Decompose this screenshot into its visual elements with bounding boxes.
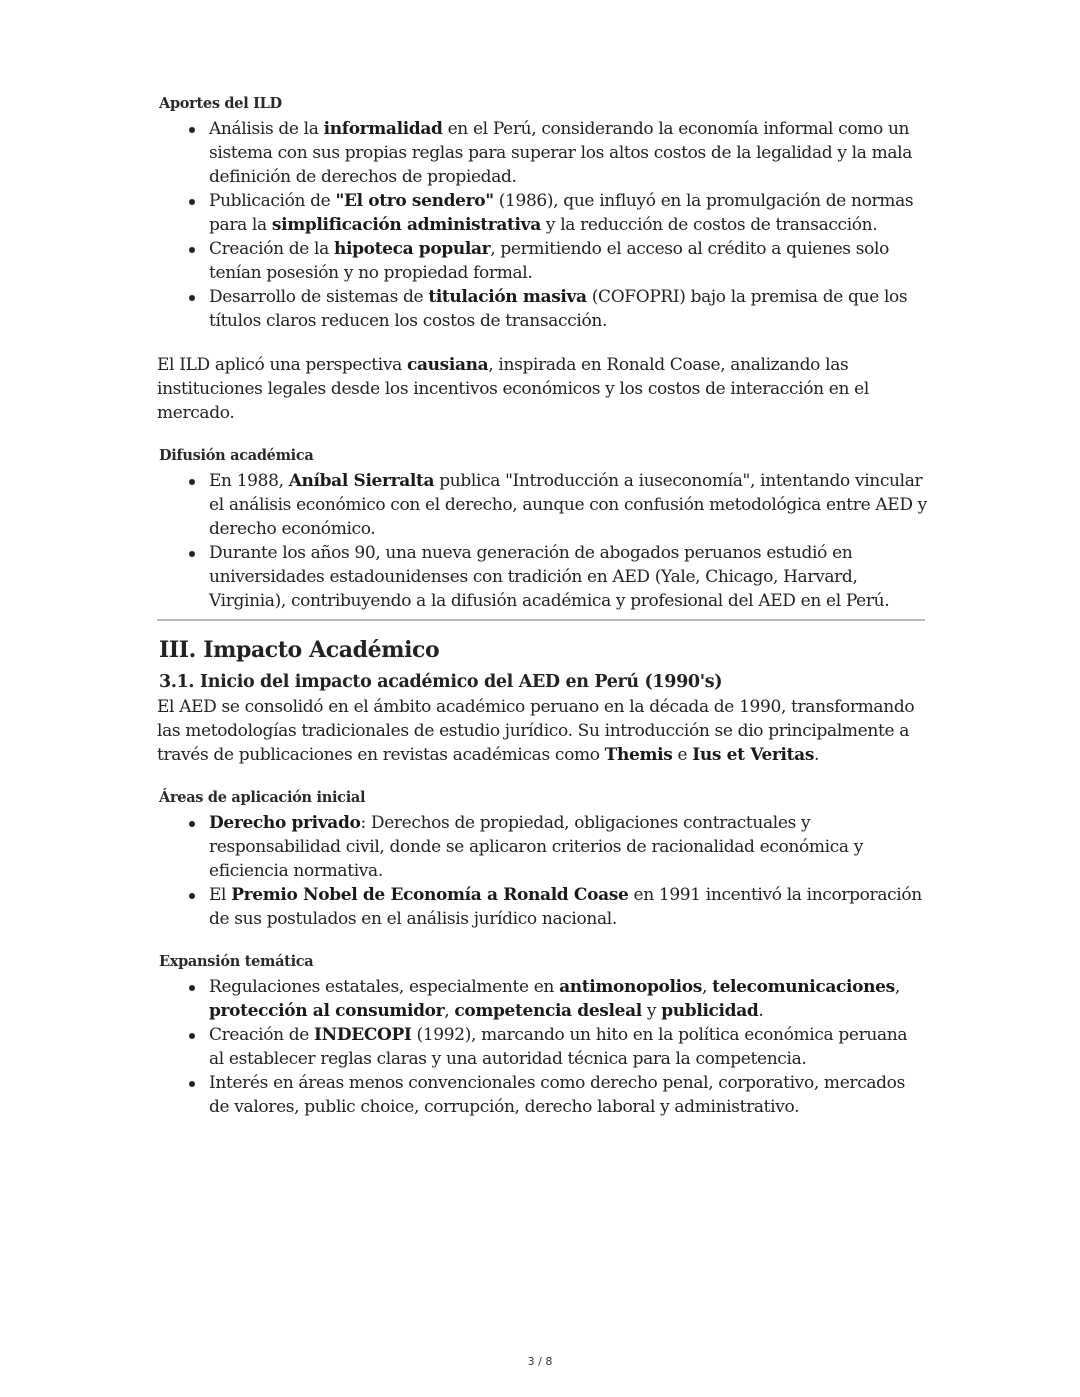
text-run: e xyxy=(672,745,693,765)
section-divider xyxy=(157,619,925,621)
text-run: Interés en áreas menos convencionales como derecho penal, corporativo, mercados de valores, public choice, corrupción, derecho laboral y administrativo. xyxy=(209,1073,905,1117)
bold-text: Aníbal Sierralta xyxy=(288,471,435,491)
text-run: Creación de xyxy=(209,1025,315,1045)
list-item xyxy=(209,1071,927,1119)
text-run: , permitiendo el acceso al crédito a quienes solo tenían posesión y no propiedad formal. xyxy=(209,239,889,283)
bold-text: "El otro sendero" xyxy=(335,191,494,211)
page-indicator: 3 / 8 xyxy=(527,1355,553,1368)
text-run: En 1988, xyxy=(209,471,289,491)
chapter-title: III. Impacto Académico xyxy=(159,637,440,663)
text-run: El ILD aplicó una perspectiva xyxy=(157,355,407,375)
text-run: publica "Introducción a iuseconomía", intentando vincular el análisis económico con el derecho, aunque con confusión metodológica entre AED y derecho económico. xyxy=(209,471,927,539)
list-item xyxy=(209,469,927,541)
bold-text: antimonopolios xyxy=(559,977,702,997)
text-run: El AED se consolidó en el ámbito académico peruano en la década de 1990, transformando las metodologías tradicionales de estudio jurídico. Su introducción se dio principalmente a través de publicaciones en revistas académicas como xyxy=(157,697,915,765)
list-item xyxy=(209,285,927,333)
bold-text: causiana xyxy=(406,355,489,375)
bold-text: Themis xyxy=(604,745,673,765)
document-page xyxy=(157,93,927,1119)
text-run: y la reducción de costos de transacción. xyxy=(540,215,878,235)
list-aportes-ild xyxy=(157,117,927,333)
heading-expansion-tematica: Expansión temática xyxy=(159,953,314,970)
text-run: (COFOPRI) bajo la premisa de que los títulos claros reducen los costos de transacción. xyxy=(209,287,908,331)
paragraph-aed-consolidacion xyxy=(157,695,927,767)
list-difusion-academica xyxy=(157,469,927,613)
paragraph-ild-perspectiva xyxy=(157,353,927,425)
list-item xyxy=(209,883,927,931)
bold-text: INDECOPI xyxy=(314,1025,412,1045)
bold-text: publicidad xyxy=(661,1001,759,1021)
heading-areas-aplicacion: Áreas de aplicación inicial xyxy=(159,789,366,806)
bold-text: telecomunicaciones xyxy=(712,977,895,997)
text-run: : Derechos de propiedad, obligaciones contractuales y responsabilidad civil, donde se aplicaron criterios de racionalidad económica y eficiencia normativa. xyxy=(209,813,863,881)
bold-text: Derecho privado xyxy=(209,813,361,833)
text-run: en el Perú, considerando la economía informal como un sistema con sus propias reglas para superar los altos costos de la legalidad y la mala definición de derechos de propiedad. xyxy=(209,119,913,187)
bold-text: informalidad xyxy=(323,119,443,139)
list-expansion-tematica xyxy=(157,975,927,1119)
text-run: , inspirada en Ronald Coase, analizando las instituciones legales desde los incentivos económicos y los costos de interacción en el mercado. xyxy=(157,355,869,423)
text-run: . xyxy=(814,745,820,765)
text-run: y xyxy=(641,1001,662,1021)
bold-text: simplificación administrativa xyxy=(271,215,541,235)
bold-text: hipoteca popular xyxy=(333,239,491,259)
text-run: Regulaciones estatales, especialmente en xyxy=(209,977,560,997)
list-item xyxy=(209,1023,927,1071)
list-item xyxy=(209,541,927,613)
bold-text: competencia desleal xyxy=(454,1001,642,1021)
text-run: en 1991 incentivó la incorporación de sus postulados en el análisis jurídico nacional. xyxy=(209,885,922,929)
text-run: , xyxy=(894,977,900,997)
list-item xyxy=(209,189,927,237)
bold-text: protección al consumidor xyxy=(209,1001,445,1021)
text-run: , xyxy=(701,977,713,997)
list-areas-aplicacion xyxy=(157,811,927,931)
text-run: , xyxy=(444,1001,455,1021)
bold-text: Premio Nobel de Economía a Ronald Coase xyxy=(231,885,629,905)
text-run: Publicación de xyxy=(209,191,336,211)
text-run: (1986), que influyó en la promulgación de normas para la xyxy=(209,191,914,235)
text-run: . xyxy=(758,1001,764,1021)
heading-aportes-ild: Aportes del ILD xyxy=(159,95,282,112)
list-item xyxy=(209,975,927,1023)
list-item xyxy=(209,237,927,285)
text-run: Desarrollo de sistemas de xyxy=(209,287,429,307)
list-item xyxy=(209,811,927,883)
text-run: El xyxy=(209,885,232,905)
text-run: Durante los años 90, una nueva generación de abogados peruanos estudió en universidades estadounidenses con tradición en AED (Yale, Chicago, Harvard, Virginia), contribuyendo a la difusión académica y profesional del AED en el Perú. xyxy=(209,543,890,611)
text-run: Análisis de la xyxy=(209,119,324,139)
bold-text: titulación masiva xyxy=(428,287,587,307)
text-run: (1992), marcando un hito en la política económica peruana al establecer reglas claras y una autoridad técnica para la competencia. xyxy=(209,1025,908,1069)
bold-text: Ius et Veritas xyxy=(692,745,815,765)
subsection-title: 3.1. Inicio del impacto académico del AED en Perú (1990's) xyxy=(159,672,723,692)
heading-difusion-academica: Difusión académica xyxy=(159,447,314,464)
list-item xyxy=(209,117,927,189)
text-run: Creación de la xyxy=(209,239,334,259)
